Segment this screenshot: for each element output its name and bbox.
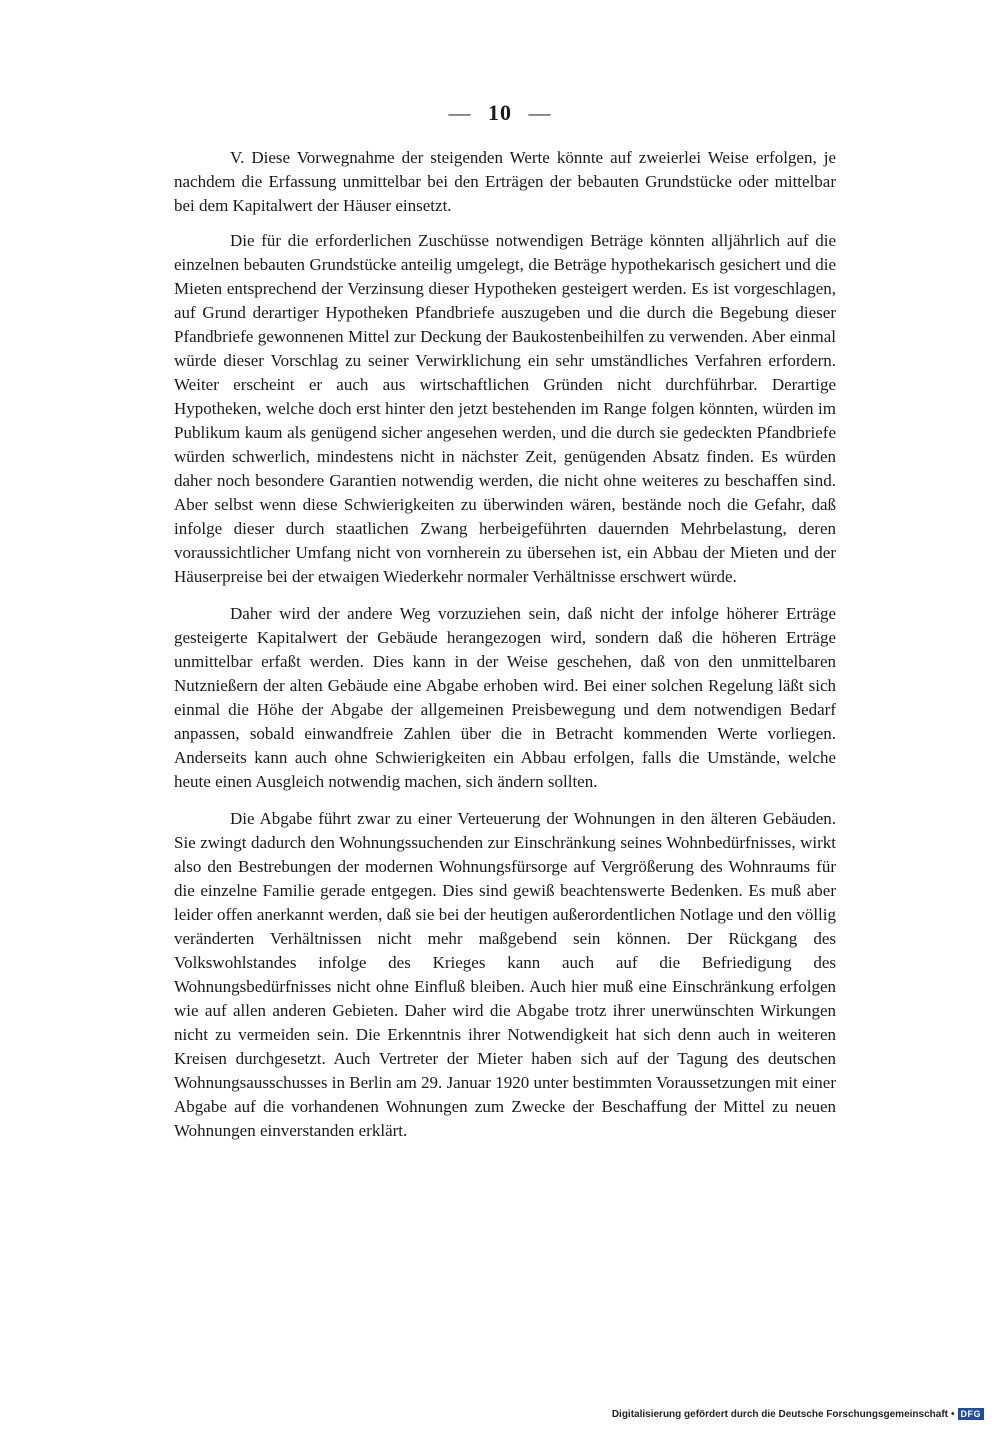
paragraph-4: Die Abgabe führt zwar zu einer Verteuerung der Wohnungen in den älteren Gebäuden. Sie zwingt dadurch den Wohnungssuchenden zur Einschränkung seines Wohnbedürfnisses, wirkt also den Bestrebungen der modernen Wohnungsfürsorge auf Vergrößerung des Wohnraums für die einzelne Familie gerade entgegen. Dies sind gewiß beachtenswerte Bedenken. Es muß aber leider offen anerkannt werden, daß sie bei der heutigen außerordentlichen Notlage und den völlig veränderten Verhältnissen nicht mehr maßgebend sein können. Der Rückgang des Volkswohlstandes infolge des Krieges kann auch auf die Befriedigung des Wohnungsbedürfnisses nicht ohne Einfluß bleiben. Auch hier muß eine Einschränkung erfolgen wie auf allen anderen Gebieten. Daher wird die Abgabe trotz ihrer unerwünschten Wirkungen nicht zu vermeiden sein. Die Erkenntnis ihrer Notwendigkeit hat sich denn auch in weiteren Kreisen durchgesetzt. Auch Vertreter der Mieter haben sich auf der Tagung des deutschen Wohnungsausschusses in Berlin am 29. Januar 1920 unter bestimmten Voraussetzungen mit einer Abgabe auf die vorhandenen Wohnungen zum Zwecke der Beschaffung der Mittel zu neuen Wohnungen einverstanden erklärt. <box>174 809 836 1140</box>
paragraph-1: V. Diese Vorwegnahme der steigenden Werte könnte auf zweierlei Weise erfolgen, je nachdem die Erfassung unmittelbar bei den Erträgen der bebauten Grundstücke oder mittelbar bei dem Kapitalwert der Häuser einsetzt. <box>174 148 836 215</box>
page-number <box>0 100 1000 126</box>
page-number-dash-right: — <box>528 100 552 125</box>
dfg-logo: DFG <box>958 1408 985 1420</box>
body-text <box>174 146 836 1143</box>
paragraph-2: Die für die erforderlichen Zuschüsse notwendigen Beträge könnten alljährlich auf die einzelnen bebauten Grundstücke anteilig umgelegt, die Beträge hypothekarisch gesichert und die Mieten entsprechend der Verzinsung dieser Hypotheken gesteigert werden. Es ist vorgeschlagen, auf Grund derartiger Hypotheken Pfandbriefe auszugeben und die durch die Begebung dieser Pfandbriefe gewonnenen Mittel zur Deckung der Baukostenbeihilfen zu verwenden. Aber einmal würde dieser Vorschlag zu seiner Verwirklichung ein sehr umständliches Verfahren erfordern. Weiter erscheint er auch aus wirtschaftlichen Gründen nicht durchführbar. Derartige Hypotheken, welche doch erst hinter den jetzt bestehenden im Range folgen könnten, würden im Publikum kaum als genügend sicher angesehen werden, und die durch sie gedeckten Pfandbriefe würden schwerlich, mindestens nicht in nächster Zeit, genügenden Absatz finden. Es würden daher noch besondere Garantien notwendig werden, die nicht ohne weiteres zu beschaffen sind. Aber selbst wenn diese Schwierigkeiten zu überwinden wären, bestände noch die Gefahr, daß infolge dieser durch staatlichen Zwang herbeigeführten dauernden Mehrbelastung, deren voraussichtlicher Umfang nicht von vornherein zu übersehen ist, ein Abbau der Mieten und der Häuserpreise bei der etwaigen Wiederkehr normaler Verhältnisse erschwert würde. <box>174 231 836 586</box>
footer-bullet: • <box>950 1408 955 1420</box>
footer-credit <box>612 1408 984 1420</box>
paragraph-3: Daher wird der andere Weg vorzuziehen sein, daß nicht der infolge höherer Erträge gesteigerte Kapitalwert der Gebäude herangezogen wird, sondern daß die höheren Erträge unmittelbar erfaßt werden. Dies kann in der Weise geschehen, daß von den unmittelbaren Nutznießern der alten Gebäude eine Abgabe erhoben wird. Bei einer solchen Regelung läßt sich einmal die Höhe der Abgabe der allgemeinen Preisbewegung und dem notwendigen Bedarf anpassen, sobald einwandfreie Zahlen über die in Betracht kommenden Werte vorliegen. Anderseits kann auch ohne Schwierigkeiten ein Abbau erfolgen, falls die Umstände, welche heute einen Ausgleich notwendig machen, sich ändern sollten. <box>174 604 836 791</box>
page-number-dash-left: — <box>448 100 472 125</box>
footer-credit-text: Digitalisierung gefördert durch die Deutsche Forschungsgemeinschaft <box>611 1408 948 1420</box>
page-number-value: 10 <box>488 100 512 125</box>
